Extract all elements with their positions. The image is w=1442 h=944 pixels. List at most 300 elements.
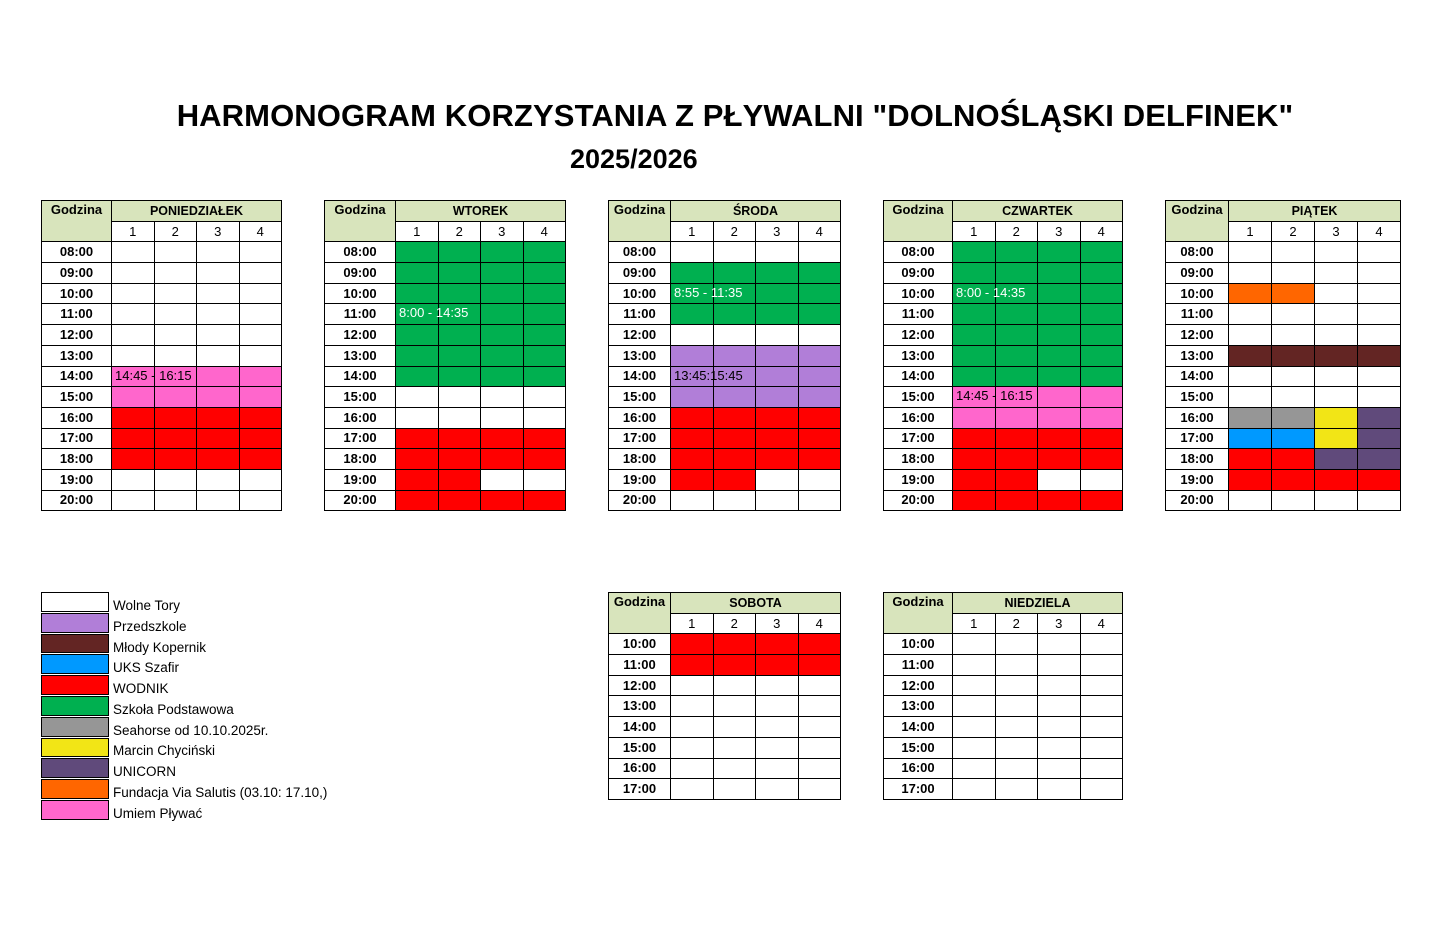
hour-label: 10:00	[884, 283, 953, 304]
lane-slot	[112, 345, 155, 366]
lane-slot	[1358, 366, 1401, 387]
lane-slot	[1229, 283, 1272, 304]
lane-number: 3	[1038, 613, 1081, 634]
hour-row	[609, 242, 841, 263]
lane-slot	[953, 655, 996, 676]
lane-slot	[112, 428, 155, 449]
hour-row	[884, 737, 1123, 758]
hour-row	[1166, 490, 1401, 511]
lane-slot	[1038, 675, 1081, 696]
hour-label: 13:00	[609, 696, 671, 717]
lane-slot	[756, 325, 799, 346]
hour-label: 12:00	[42, 325, 112, 346]
hour-column-header: Godzina	[42, 201, 112, 242]
lane-slot	[154, 490, 197, 511]
lane-slot	[1229, 387, 1272, 408]
hour-label: 17:00	[42, 428, 112, 449]
lane-slot	[396, 345, 439, 366]
legend	[41, 592, 327, 821]
lane-slot	[671, 655, 714, 676]
hour-label: 12:00	[884, 675, 953, 696]
lane-slot	[1272, 449, 1315, 470]
lane-slot	[1272, 469, 1315, 490]
hour-label: 09:00	[609, 263, 671, 284]
lane-slot	[197, 387, 240, 408]
schedule-sunday	[883, 592, 1123, 800]
hour-row	[42, 490, 282, 511]
lane-slot	[953, 366, 996, 387]
lane-slot	[523, 345, 566, 366]
lane-slot	[995, 325, 1038, 346]
legend-swatch	[41, 592, 109, 612]
lane-slot	[1272, 283, 1315, 304]
lane-slot	[671, 675, 714, 696]
header-row	[884, 201, 1123, 222]
hour-row	[884, 469, 1123, 490]
lane-slot	[671, 242, 714, 263]
hour-row	[325, 345, 566, 366]
page-title: HARMONOGRAM KORZYSTANIA Z PŁYWALNI "DOLNOŚLĄSKI DELFINEK"	[176, 98, 1294, 133]
lane-slot	[995, 655, 1038, 676]
lane-slot	[1358, 407, 1401, 428]
lane-slot	[239, 304, 282, 325]
lane-slot	[671, 779, 714, 800]
lane-slot	[239, 242, 282, 263]
hour-row	[884, 449, 1123, 470]
lane-slot	[396, 490, 439, 511]
lane-slot	[112, 263, 155, 284]
lane-slot	[756, 758, 799, 779]
lane-number: 2	[1272, 221, 1315, 242]
lane-slot	[713, 469, 756, 490]
legend-swatch	[41, 717, 109, 737]
day-name: ŚRODA	[671, 201, 841, 222]
lane-slot	[798, 242, 841, 263]
lane-slot	[713, 449, 756, 470]
lane-slot	[1358, 242, 1401, 263]
hour-label: 20:00	[1166, 490, 1229, 511]
lane-slot	[713, 345, 756, 366]
hour-label: 18:00	[1166, 449, 1229, 470]
lane-slot	[995, 304, 1038, 325]
lane-slot	[481, 469, 524, 490]
lane-slot	[154, 304, 197, 325]
hour-row	[42, 325, 282, 346]
lane-slot	[798, 717, 841, 738]
lane-number: 1	[112, 221, 155, 242]
lane-slot	[756, 779, 799, 800]
lane-slot	[798, 387, 841, 408]
hour-row	[1166, 387, 1401, 408]
hour-label: 13:00	[609, 345, 671, 366]
hour-label: 12:00	[1166, 325, 1229, 346]
lane-slot	[481, 490, 524, 511]
lane-slot	[1038, 737, 1081, 758]
hour-label: 15:00	[884, 387, 953, 408]
day-name: WTOREK	[396, 201, 566, 222]
lane-slot	[1080, 634, 1123, 655]
hour-label: 18:00	[325, 449, 396, 470]
hour-label: 16:00	[1166, 407, 1229, 428]
lane-slot	[671, 407, 714, 428]
hour-row	[42, 469, 282, 490]
lane-slot	[523, 283, 566, 304]
hour-label: 09:00	[42, 263, 112, 284]
hour-row	[884, 283, 1123, 304]
hour-row	[884, 717, 1123, 738]
hour-row	[1166, 407, 1401, 428]
hour-label: 10:00	[884, 634, 953, 655]
hour-row	[325, 325, 566, 346]
lane-slot	[1080, 345, 1123, 366]
lane-slot	[154, 263, 197, 284]
legend-label: UNICORN	[113, 764, 176, 780]
lane-slot	[239, 490, 282, 511]
lane-slot	[396, 304, 469, 325]
legend-label: UKS Szafir	[113, 660, 180, 676]
lane-slot	[112, 469, 155, 490]
lane-slot	[798, 304, 841, 325]
hour-label: 11:00	[1166, 304, 1229, 325]
lane-slot	[756, 387, 799, 408]
header-row	[884, 593, 1123, 614]
lane-slot	[112, 242, 155, 263]
lane-slot	[1080, 758, 1123, 779]
lane-slot	[671, 428, 714, 449]
lane-slot	[671, 490, 714, 511]
hour-row	[1166, 366, 1401, 387]
lane-slot	[713, 490, 756, 511]
legend-item	[41, 779, 327, 800]
lane-slot	[481, 428, 524, 449]
hour-row	[609, 469, 841, 490]
lane-slot	[953, 634, 996, 655]
lane-slot	[798, 737, 841, 758]
hour-row	[884, 655, 1123, 676]
lane-slot	[154, 449, 197, 470]
lane-slot	[396, 407, 439, 428]
lane-slot	[995, 407, 1038, 428]
header-row	[609, 201, 841, 222]
lane-slot	[1038, 449, 1081, 470]
lane-slot	[197, 283, 240, 304]
hour-label: 20:00	[609, 490, 671, 511]
lane-slot	[756, 737, 799, 758]
lane-slot	[756, 242, 799, 263]
day-name: PIĄTEK	[1229, 201, 1401, 222]
lane-slot	[239, 325, 282, 346]
hour-row	[609, 696, 841, 717]
lane-slot	[438, 366, 481, 387]
hour-row	[1166, 242, 1401, 263]
lane-slot	[1315, 242, 1358, 263]
lane-slot	[1272, 366, 1315, 387]
lane-slot	[523, 304, 566, 325]
hour-label: 11:00	[884, 655, 953, 676]
lane-slot	[1272, 325, 1315, 346]
lane-slot	[756, 696, 799, 717]
lane-slot	[1080, 717, 1123, 738]
lane-slot	[481, 366, 524, 387]
legend-swatch	[41, 654, 109, 674]
lane-slot	[1038, 387, 1081, 408]
lane-slot	[798, 428, 841, 449]
lane-slot	[1229, 242, 1272, 263]
lane-slot	[1358, 469, 1401, 490]
lane-slot	[953, 758, 996, 779]
lane-slot	[1038, 758, 1081, 779]
hour-label: 17:00	[1166, 428, 1229, 449]
lane-slot	[756, 490, 799, 511]
lane-slot	[1229, 428, 1272, 449]
lane-slot	[953, 449, 996, 470]
lane-slot	[671, 387, 714, 408]
lane-slot	[756, 675, 799, 696]
lane-slot	[671, 366, 743, 387]
lane-slot	[1038, 779, 1081, 800]
lane-slot	[239, 469, 282, 490]
lane-slot	[481, 242, 524, 263]
lane-slot	[1080, 387, 1123, 408]
lane-slot	[671, 304, 714, 325]
lane-slot	[756, 407, 799, 428]
lane-slot	[1038, 717, 1081, 738]
lane-slot	[1315, 345, 1358, 366]
schedule-saturday	[608, 592, 841, 800]
lane-slot	[798, 345, 841, 366]
lane-slot	[197, 449, 240, 470]
lane-slot	[798, 779, 841, 800]
slot-note: 8:00 - 14:35	[399, 305, 469, 321]
lane-slot	[953, 675, 996, 696]
lane-slot	[756, 304, 799, 325]
lane-slot	[1080, 325, 1123, 346]
hour-label: 11:00	[609, 304, 671, 325]
schedule-monday	[41, 200, 282, 511]
lane-slot	[995, 428, 1038, 449]
lane-slot	[671, 758, 714, 779]
hour-label: 20:00	[42, 490, 112, 511]
lane-slot	[1229, 263, 1272, 284]
lane-slot	[396, 263, 439, 284]
lane-slot	[713, 263, 756, 284]
hour-label: 14:00	[42, 366, 112, 387]
lane-slot	[523, 469, 566, 490]
hour-row	[609, 283, 841, 304]
legend-label: Marcin Chyciński	[113, 743, 216, 759]
hour-row	[884, 387, 1123, 408]
lane-slot	[1038, 304, 1081, 325]
lane-slot	[438, 345, 481, 366]
hour-label: 16:00	[325, 407, 396, 428]
lane-slot	[1080, 696, 1123, 717]
lane-number: 3	[756, 613, 799, 634]
slot-note: 14:45 - 16:15	[115, 367, 192, 383]
lane-number: 1	[953, 613, 996, 634]
lane-slot	[1080, 779, 1123, 800]
lane-slot	[953, 345, 996, 366]
hour-row	[325, 242, 566, 263]
lane-slot	[756, 263, 799, 284]
slot-note: 14:45 - 16:15	[956, 388, 1033, 404]
lane-slot	[1229, 449, 1272, 470]
lane-slot	[713, 717, 756, 738]
lane-slot	[1229, 490, 1272, 511]
hour-label: 10:00	[1166, 283, 1229, 304]
hour-label: 08:00	[884, 242, 953, 263]
lane-slot	[713, 325, 756, 346]
hour-label: 18:00	[42, 449, 112, 470]
lane-slot	[1038, 696, 1081, 717]
lane-slot	[1080, 407, 1123, 428]
hour-row	[884, 675, 1123, 696]
hour-label: 17:00	[884, 779, 953, 800]
header-row	[325, 201, 566, 222]
lane-slot	[239, 407, 282, 428]
lane-number: 4	[1080, 221, 1123, 242]
hour-label: 20:00	[884, 490, 953, 511]
hour-row	[884, 263, 1123, 284]
legend-label: WODNIK	[113, 681, 169, 697]
lane-slot	[1315, 263, 1358, 284]
lane-slot	[1315, 469, 1358, 490]
hour-label: 19:00	[42, 469, 112, 490]
legend-item	[41, 634, 327, 655]
lane-slot	[1080, 469, 1123, 490]
lane-slot	[1315, 490, 1358, 511]
lane-slot	[798, 634, 841, 655]
hour-label: 13:00	[325, 345, 396, 366]
lane-slot	[523, 428, 566, 449]
hour-column-header: Godzina	[325, 201, 396, 242]
lane-slot	[1272, 490, 1315, 511]
lane-number: 2	[995, 221, 1038, 242]
lane-slot	[438, 490, 481, 511]
hour-row	[325, 283, 566, 304]
lane-slot	[995, 717, 1038, 738]
hour-row	[609, 428, 841, 449]
lane-slot	[671, 263, 714, 284]
hour-column-header: Godzina	[884, 201, 953, 242]
lane-slot	[756, 469, 799, 490]
hour-label: 17:00	[609, 428, 671, 449]
lane-slot	[756, 634, 799, 655]
hour-row	[884, 325, 1123, 346]
hour-label: 14:00	[325, 366, 396, 387]
lane-slot	[112, 449, 155, 470]
lane-slot	[154, 242, 197, 263]
lane-number: 4	[239, 221, 282, 242]
hour-label: 10:00	[42, 283, 112, 304]
lane-slot	[953, 490, 996, 511]
legend-item	[41, 758, 327, 779]
hour-label: 12:00	[609, 675, 671, 696]
lane-slot	[953, 263, 996, 284]
lane-slot	[1038, 428, 1081, 449]
hour-label: 12:00	[609, 325, 671, 346]
hour-row	[42, 387, 282, 408]
hour-row	[609, 675, 841, 696]
lane-slot	[1038, 490, 1081, 511]
hour-label: 10:00	[609, 634, 671, 655]
hour-row	[325, 263, 566, 284]
lane-slot	[197, 428, 240, 449]
lane-slot	[239, 387, 282, 408]
lane-slot	[995, 634, 1038, 655]
lane-slot	[1315, 407, 1358, 428]
lane-slot	[1080, 655, 1123, 676]
hour-row	[42, 242, 282, 263]
hour-label: 13:00	[884, 345, 953, 366]
legend-item	[41, 717, 327, 738]
lane-slot	[953, 779, 996, 800]
lane-slot	[1038, 469, 1081, 490]
hour-label: 11:00	[325, 304, 396, 325]
hour-row	[325, 387, 566, 408]
lane-slot	[197, 304, 240, 325]
legend-swatch	[41, 758, 109, 778]
hour-row	[1166, 263, 1401, 284]
hour-row	[325, 407, 566, 428]
hour-label: 12:00	[884, 325, 953, 346]
lane-slot	[756, 428, 799, 449]
lane-slot	[1358, 283, 1401, 304]
hour-row	[1166, 469, 1401, 490]
hour-label: 19:00	[884, 469, 953, 490]
schedule-tuesday	[324, 200, 566, 511]
lane-slot	[1358, 490, 1401, 511]
lane-slot	[1080, 449, 1123, 470]
lane-slot	[1038, 283, 1081, 304]
lane-slot	[1358, 387, 1401, 408]
legend-label: Fundacja Via Salutis (03.10: 17.10,)	[113, 785, 328, 801]
lane-slot	[1272, 263, 1315, 284]
hour-label: 19:00	[325, 469, 396, 490]
lane-number: 4	[798, 221, 841, 242]
lane-slot	[197, 490, 240, 511]
lane-number: 3	[481, 221, 524, 242]
lane-slot	[756, 449, 799, 470]
legend-item	[41, 800, 327, 821]
hour-row	[325, 428, 566, 449]
schedule-thursday	[883, 200, 1123, 511]
lane-slot	[481, 325, 524, 346]
hour-row	[609, 737, 841, 758]
lane-number: 3	[756, 221, 799, 242]
day-name: CZWARTEK	[953, 201, 1123, 222]
lane-slot	[112, 325, 155, 346]
lane-slot	[1038, 634, 1081, 655]
lane-number: 2	[995, 613, 1038, 634]
hour-label: 16:00	[884, 758, 953, 779]
schedule-wednesday	[608, 200, 841, 511]
lane-slot	[438, 325, 481, 346]
hour-label: 19:00	[1166, 469, 1229, 490]
hour-column-header: Godzina	[1166, 201, 1229, 242]
hour-label: 17:00	[325, 428, 396, 449]
hour-row	[1166, 449, 1401, 470]
hour-row	[884, 758, 1123, 779]
lane-slot	[1315, 283, 1358, 304]
lane-slot	[1315, 387, 1358, 408]
lane-slot	[481, 345, 524, 366]
hour-row	[609, 345, 841, 366]
hour-row	[884, 407, 1123, 428]
lane-number: 3	[1315, 221, 1358, 242]
lane-slot	[396, 387, 439, 408]
hour-label: 10:00	[609, 283, 671, 304]
lane-slot	[1272, 407, 1315, 428]
